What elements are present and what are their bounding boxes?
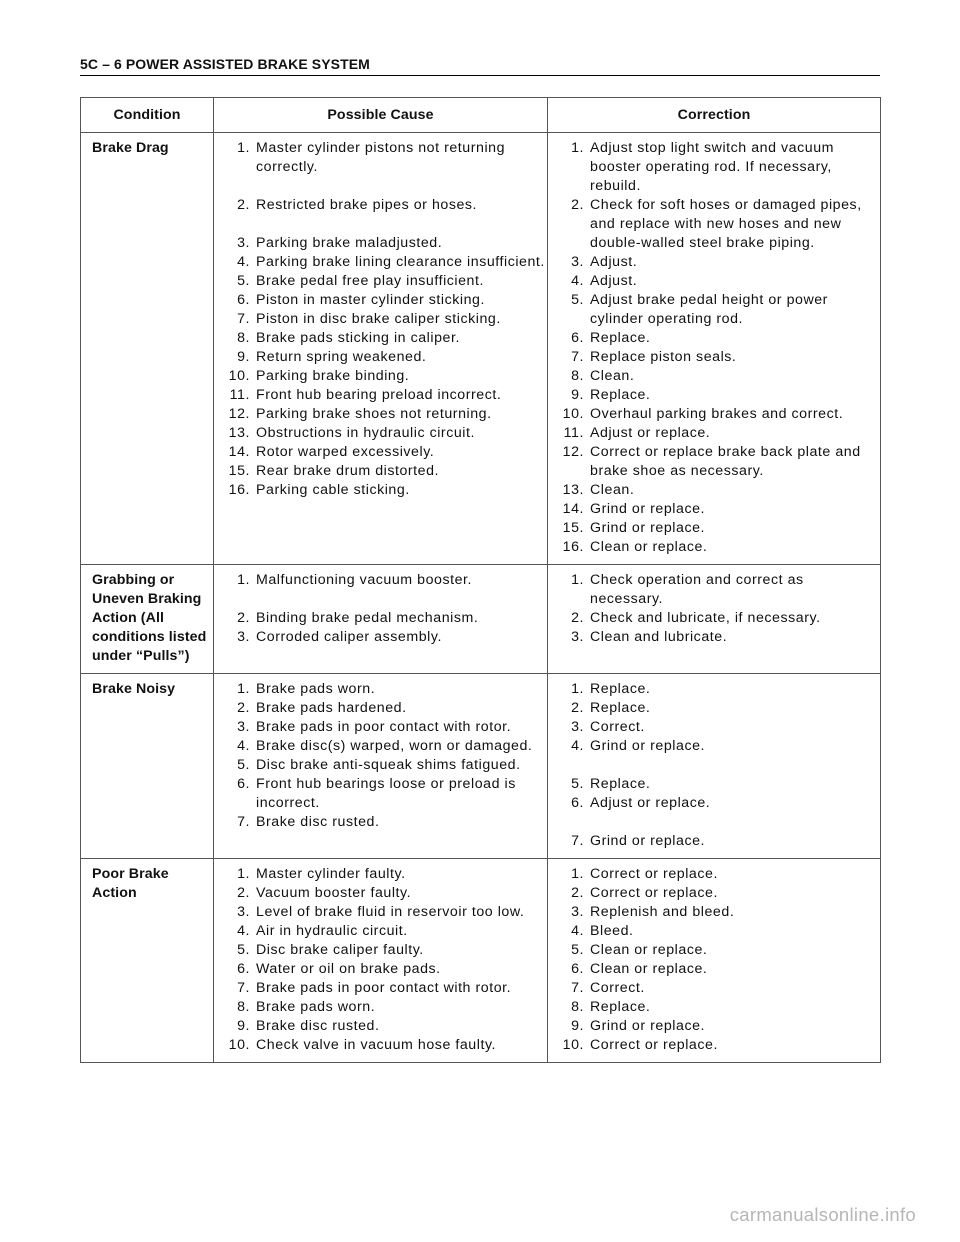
cause-item (220, 386, 545, 405)
item-number: 10. (562, 406, 584, 422)
item-text: Obstructions in hydraulic circuit. (256, 425, 475, 441)
item-text: Level of brake fluid in reservoir too low. (256, 904, 525, 920)
item-text: Replace piston seals. (590, 349, 737, 365)
correction-item (554, 367, 878, 386)
item-number: 5. (237, 942, 250, 958)
item-text: Correct or replace. (590, 1037, 718, 1053)
item-number: 12. (562, 444, 584, 460)
correction-item (554, 1036, 878, 1055)
item-number: 3. (571, 629, 584, 645)
item-number: 7. (571, 349, 584, 365)
item-number: 1. (237, 140, 250, 156)
correction-item (554, 941, 878, 960)
item-text: Brake pads worn. (256, 681, 376, 697)
table-row (81, 565, 881, 674)
item-number: 4. (237, 738, 250, 754)
item-text: Adjust. (590, 254, 638, 270)
item-text: Overhaul parking brakes and correct. (590, 406, 844, 422)
cause-item (220, 813, 545, 832)
item-number: 4. (571, 273, 584, 289)
item-number: 6. (237, 776, 250, 792)
cause-item (220, 998, 545, 1017)
correction-item (554, 500, 878, 519)
item-text: Correct or replace. (590, 885, 718, 901)
item-text: Binding brake pedal mechanism. (256, 610, 479, 626)
page-header (80, 56, 880, 76)
correction-item (554, 865, 878, 884)
item-text: Rear brake drum distorted. (256, 463, 440, 479)
item-text: Clean. (590, 482, 635, 498)
correction-item (554, 680, 878, 699)
item-text: Brake disc(s) warped, worn or damaged. (256, 738, 533, 754)
cause-item (220, 1017, 545, 1036)
item-number: 2. (571, 700, 584, 716)
column-header-correction: Correction (548, 98, 881, 133)
item-text: Parking cable sticking. (256, 482, 410, 498)
item-number: 7. (571, 980, 584, 996)
item-text: Brake pads in poor contact with rotor. (256, 719, 512, 735)
item-text: Clean or replace. (590, 539, 708, 555)
item-number: 10. (228, 1037, 250, 1053)
cause-item (220, 609, 545, 628)
cause-item (220, 922, 545, 941)
item-text: Correct or replace. (590, 866, 718, 882)
item-number: 3. (571, 254, 584, 270)
cause-item (220, 1036, 545, 1055)
correction-item (554, 1017, 878, 1036)
cause-item (220, 775, 545, 813)
table-row (81, 859, 881, 1063)
item-text: Parking brake binding. (256, 368, 410, 384)
item-number: 11. (229, 387, 250, 403)
item-number: 8. (237, 330, 250, 346)
column-header-condition: Condition (81, 98, 214, 133)
item-text: Replace. (590, 999, 651, 1015)
correction-item (554, 628, 878, 647)
correction-item (554, 922, 878, 941)
item-text: Adjust or replace. (590, 795, 711, 811)
item-text: Brake disc rusted. (256, 1018, 380, 1034)
item-text: Grind or replace. (590, 738, 706, 754)
condition-cell: Brake Noisy (81, 674, 214, 859)
item-text: Replace. (590, 681, 651, 697)
table-row (81, 674, 881, 859)
cause-item (220, 462, 545, 481)
correction-item (554, 348, 878, 367)
item-text: Restricted brake pipes or hoses. (256, 197, 478, 213)
item-number: 7. (571, 833, 584, 849)
item-number: 9. (237, 349, 250, 365)
item-text: Air in hydraulic circuit. (256, 923, 408, 939)
item-text: Replace. (590, 330, 651, 346)
condition-cell: Brake Drag (81, 133, 214, 565)
item-text: Brake pads worn. (256, 999, 376, 1015)
cause-item (220, 329, 545, 348)
item-text: Piston in disc brake caliper sticking. (256, 311, 501, 327)
item-text: Grind or replace. (590, 833, 706, 849)
item-number: 1. (571, 866, 584, 882)
cause-item (220, 424, 545, 443)
item-number: 6. (571, 330, 584, 346)
item-text: Brake pads hardened. (256, 700, 407, 716)
cause-item (220, 718, 545, 737)
correction-cell (548, 859, 881, 1063)
item-number: 9. (237, 1018, 250, 1034)
correction-item (554, 979, 878, 998)
item-number: 10. (228, 368, 250, 384)
item-text: Clean and lubricate. (590, 629, 728, 645)
correction-item (554, 775, 878, 794)
item-text: Grind or replace. (590, 520, 706, 536)
item-number: 1. (237, 572, 250, 588)
item-number: 2. (237, 700, 250, 716)
item-text: Bleed. (590, 923, 634, 939)
item-number: 7. (237, 980, 250, 996)
item-text: Return spring weakened. (256, 349, 427, 365)
correction-item (554, 737, 878, 756)
correction-item (554, 405, 878, 424)
item-number: 8. (571, 999, 584, 1015)
condition-cell: Poor Brake Action (81, 859, 214, 1063)
correction-item (554, 832, 878, 851)
correction-cell (548, 565, 881, 674)
item-number: 10. (562, 1037, 584, 1053)
item-text: Front hub bearing preload incorrect. (256, 387, 502, 403)
item-number: 2. (237, 610, 250, 626)
item-number: 1. (571, 681, 584, 697)
item-number: 11. (563, 425, 584, 441)
correction-item (554, 794, 878, 813)
correction-item (554, 386, 878, 405)
item-text: Check for soft hoses or damaged pipes, and replace with new hoses and new double-walled steel brake piping. (590, 197, 862, 251)
item-text: Malfunctioning vacuum booster. (256, 572, 473, 588)
item-text: Vacuum booster faulty. (256, 885, 412, 901)
item-number: 4. (571, 923, 584, 939)
item-number: 1. (237, 681, 250, 697)
cause-item (220, 960, 545, 979)
item-number: 4. (237, 923, 250, 939)
cause-item (220, 367, 545, 386)
item-number: 3. (237, 235, 250, 251)
item-number: 16. (228, 482, 250, 498)
item-text: Parking brake shoes not returning. (256, 406, 492, 422)
correction-item (554, 699, 878, 718)
item-text: Clean or replace. (590, 942, 708, 958)
correction-item (554, 196, 878, 253)
item-number: 1. (237, 866, 250, 882)
correction-item (554, 884, 878, 903)
item-text: Replace. (590, 776, 651, 792)
item-number: 2. (571, 885, 584, 901)
item-text: Correct. (590, 719, 645, 735)
item-number: 6. (237, 292, 250, 308)
cause-item (220, 571, 545, 590)
item-text: Replenish and bleed. (590, 904, 735, 920)
cause-item (220, 139, 545, 177)
item-number: 2. (237, 197, 250, 213)
item-number: 15. (562, 520, 584, 536)
condition-cell: Grabbing or Uneven Braking Action (All conditions listed under “Pulls”) (81, 565, 214, 674)
table-row (81, 133, 881, 565)
item-text: Parking brake lining clearance insufficient. (256, 254, 545, 270)
cause-item (220, 253, 545, 272)
correction-item (554, 718, 878, 737)
item-number: 6. (571, 961, 584, 977)
possible-cause-cell (214, 674, 548, 859)
item-number: 13. (228, 425, 250, 441)
item-number: 8. (237, 999, 250, 1015)
item-text: Adjust. (590, 273, 638, 289)
correction-item (554, 903, 878, 922)
item-text: Correct or replace brake back plate and brake shoe as necessary. (590, 444, 861, 479)
cause-item (220, 979, 545, 998)
cause-item (220, 903, 545, 922)
item-text: Corroded caliper assembly. (256, 629, 442, 645)
cause-item (220, 680, 545, 699)
item-text: Clean or replace. (590, 961, 708, 977)
item-number: 2. (237, 885, 250, 901)
item-number: 2. (571, 197, 584, 213)
item-text: Correct. (590, 980, 645, 996)
item-text: Disc brake caliper faulty. (256, 942, 424, 958)
possible-cause-cell (214, 859, 548, 1063)
possible-cause-cell (214, 133, 548, 565)
item-number: 8. (571, 368, 584, 384)
cause-item (220, 628, 545, 647)
item-number: 3. (237, 719, 250, 735)
correction-item (554, 424, 878, 443)
item-number: 5. (571, 776, 584, 792)
item-number: 13. (562, 482, 584, 498)
item-text: Grind or replace. (590, 501, 706, 517)
item-number: 3. (237, 629, 250, 645)
item-number: 7. (237, 311, 250, 327)
cause-item (220, 481, 545, 500)
item-text: Brake pads in poor contact with rotor. (256, 980, 512, 996)
table-body (81, 133, 881, 1063)
item-number: 9. (571, 1018, 584, 1034)
item-text: Brake disc rusted. (256, 814, 380, 830)
item-number: 3. (571, 719, 584, 735)
item-number: 3. (571, 904, 584, 920)
item-text: Check valve in vacuum hose faulty. (256, 1037, 497, 1053)
correction-cell (548, 133, 881, 565)
column-header-possible-cause: Possible Cause (214, 98, 548, 133)
item-number: 14. (228, 444, 250, 460)
cause-item (220, 443, 545, 462)
cause-item (220, 291, 545, 310)
item-number: 12. (228, 406, 250, 422)
item-number: 4. (571, 738, 584, 754)
item-text: Check and lubricate, if necessary. (590, 610, 821, 626)
correction-item (554, 272, 878, 291)
header-rule (80, 75, 880, 76)
troubleshooting-table (80, 97, 881, 1063)
item-text: Piston in master cylinder sticking. (256, 292, 485, 308)
item-text: Water or oil on brake pads. (256, 961, 441, 977)
item-text: Disc brake anti-squeak shims fatigued. (256, 757, 521, 773)
item-text: Rotor warped excessively. (256, 444, 435, 460)
item-number: 14. (562, 501, 584, 517)
item-text: Adjust stop light switch and vacuum booster operating rod. If necessary, rebuild. (590, 140, 834, 194)
cause-item (220, 737, 545, 756)
correction-item (554, 538, 878, 557)
item-text: Replace. (590, 387, 651, 403)
cause-item (220, 405, 545, 424)
correction-item (554, 571, 878, 609)
correction-cell (548, 674, 881, 859)
item-number: 5. (237, 757, 250, 773)
item-text: Brake pads sticking in caliper. (256, 330, 460, 346)
item-text: Master cylinder faulty. (256, 866, 406, 882)
cause-item (220, 756, 545, 775)
cause-item (220, 884, 545, 903)
correction-item (554, 519, 878, 538)
correction-item (554, 609, 878, 628)
cause-item (220, 310, 545, 329)
item-text: Adjust brake pedal height or power cylinder operating rod. (590, 292, 828, 327)
item-number: 5. (237, 273, 250, 289)
item-number: 3. (237, 904, 250, 920)
item-text: Master cylinder pistons not returning correctly. (256, 140, 506, 175)
item-number: 5. (571, 942, 584, 958)
item-number: 15. (228, 463, 250, 479)
item-number: 1. (571, 572, 584, 588)
item-number: 1. (571, 140, 584, 156)
cause-item (220, 234, 545, 253)
item-text: Front hub bearings loose or preload is incorrect. (256, 776, 516, 811)
item-number: 5. (571, 292, 584, 308)
cause-item (220, 196, 545, 215)
item-text: Clean. (590, 368, 635, 384)
item-number: 2. (571, 610, 584, 626)
correction-item (554, 139, 878, 196)
correction-item (554, 960, 878, 979)
cause-item (220, 272, 545, 291)
correction-item (554, 481, 878, 500)
correction-item (554, 329, 878, 348)
cause-item (220, 348, 545, 367)
cause-item (220, 941, 545, 960)
correction-item (554, 253, 878, 272)
page-title: 5C – 6 POWER ASSISTED BRAKE SYSTEM (80, 56, 370, 72)
table-header-row (81, 98, 881, 133)
cause-item (220, 865, 545, 884)
item-text: Brake pedal free play insufficient. (256, 273, 484, 289)
item-text: Check operation and correct as necessary. (590, 572, 804, 607)
item-text: Replace. (590, 700, 651, 716)
item-number: 4. (237, 254, 250, 270)
correction-item (554, 998, 878, 1017)
item-number: 6. (237, 961, 250, 977)
item-number: 7. (237, 814, 250, 830)
watermark: carmanualsonline.info (729, 1204, 916, 1225)
item-number: 16. (562, 539, 584, 555)
correction-item (554, 291, 878, 329)
item-text: Parking brake maladjusted. (256, 235, 443, 251)
item-number: 9. (571, 387, 584, 403)
item-text: Grind or replace. (590, 1018, 706, 1034)
cause-item (220, 699, 545, 718)
item-text: Adjust or replace. (590, 425, 711, 441)
item-number: 6. (571, 795, 584, 811)
possible-cause-cell (214, 565, 548, 674)
correction-item (554, 443, 878, 481)
